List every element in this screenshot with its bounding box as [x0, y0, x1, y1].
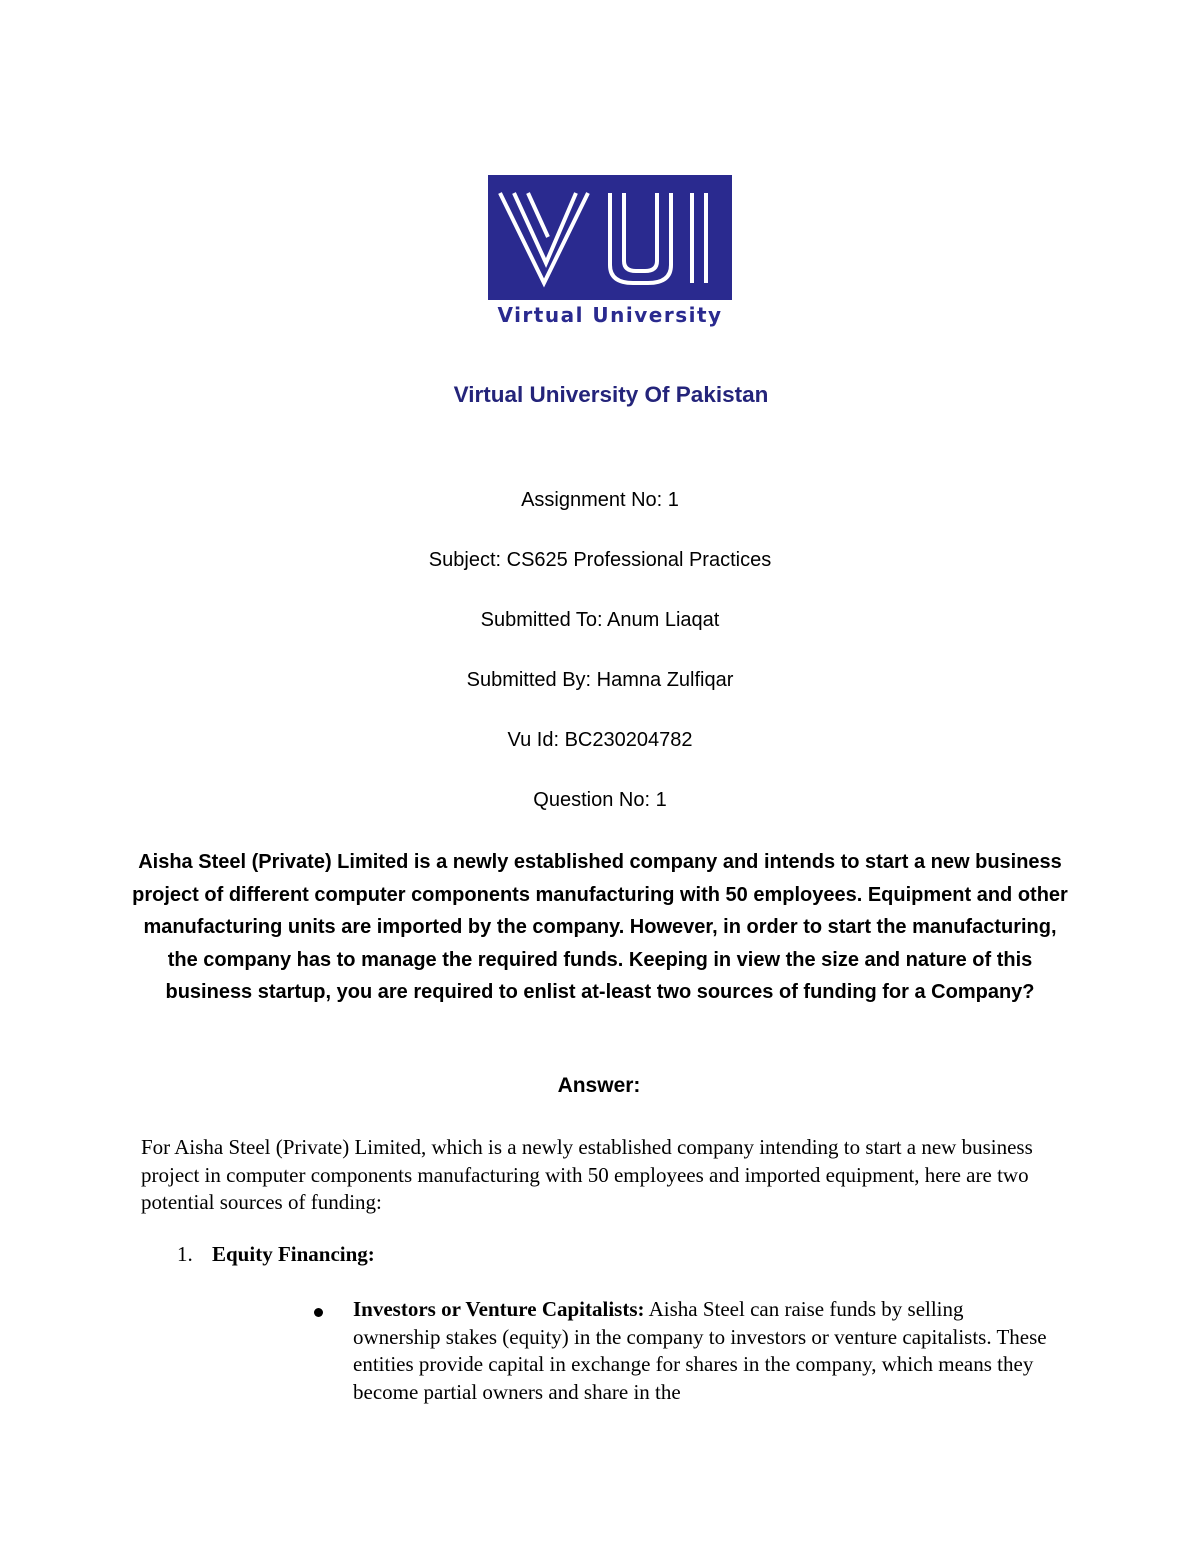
list-item-title: Equity Financing: [212, 1242, 375, 1266]
question-number: Question No: 1 [533, 789, 667, 811]
submitted-by: Submitted By: Hamna Zulfiqar [466, 669, 734, 691]
bullet-body: Aisha Steel can raise funds by selling ownership stakes (equity) in the company to investors or venture capitalists. These entities provide capital in exchange for shares in the company, which means they become partial owners and share in the [353, 1297, 1047, 1404]
question-text: Aisha Steel (Private) Limited is a newly established company and intends to start a new business project of different computer components manufacturing with 50 employees. Equipment and other manufacturing units are imported by the company. However, in order to start the manufacturing, the company has to manage the required funds. Keeping in view the size and nature of this business startup, you are required to enlist at-least two sources of funding for a Company? [132, 851, 1068, 1003]
subject-line: Subject: CS625 Professional Practices [428, 549, 772, 571]
answer-intro: For Aisha Steel (Private) Limited, which is a newly established company intending to start a new business project in computer components manufacturing with 50 employees and imported equipment, here are two potential sources of funding: [141, 1135, 1033, 1214]
list-item-number: 1. [177, 1242, 193, 1266]
assignment-number: Assignment No: 1 [521, 489, 679, 511]
bullet-label: Investors or Venture Capitalists: [353, 1297, 645, 1321]
answer-heading: Answer: [557, 1074, 641, 1097]
submitted-to: Submitted To: Anum Liaqat [480, 609, 720, 631]
university-name: Virtual University Of Pakistan [453, 382, 769, 407]
bullet-text [353, 1296, 1053, 1406]
logo-emblem [488, 175, 732, 300]
logo-caption: Virtual University [497, 303, 723, 327]
bullet-icon [314, 1308, 323, 1317]
vu-id: Vu Id: BC230204782 [507, 729, 693, 751]
vu-monogram-icon [488, 175, 732, 300]
virtual-university-logo [488, 175, 732, 330]
